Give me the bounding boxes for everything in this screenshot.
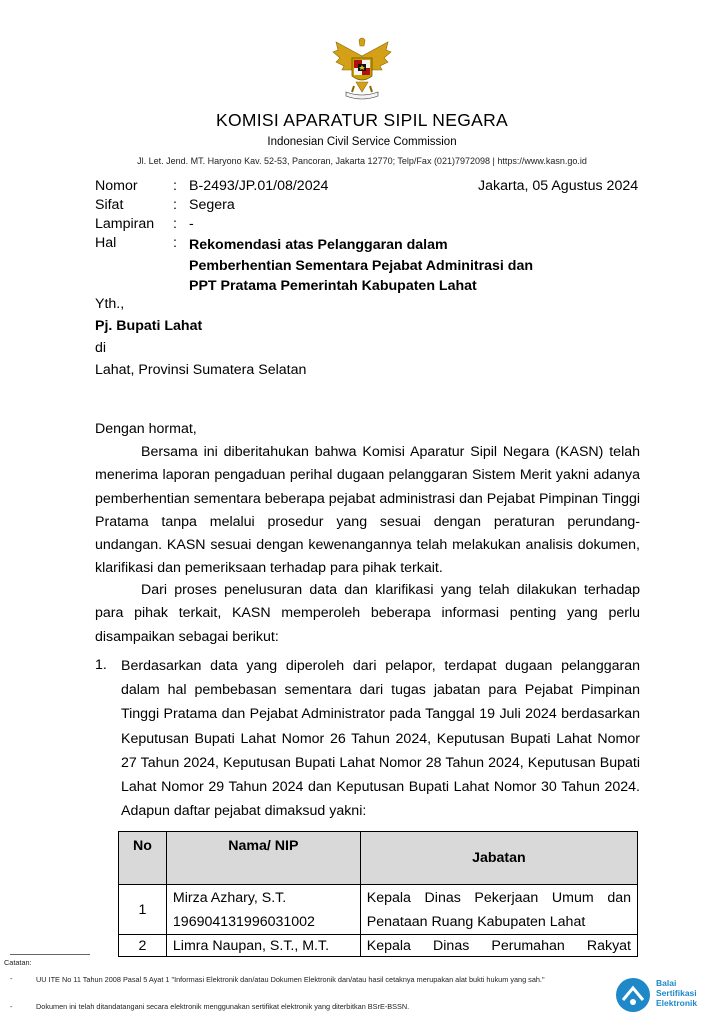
table-row <box>119 885 638 935</box>
recipient-yth: Yth., <box>95 296 125 312</box>
footer-note-1: UU ITE No 11 Tahun 2008 Pasal 5 Ayat 1 "Informasi Elektronik dan/atau Dokumen Elektronik dan/atau hasil cetaknya merupakan alat bukti hukum yang sah." <box>36 975 545 984</box>
cell-nama <box>166 885 360 935</box>
jabatan-line: Kepala Dinas Pekerjaan Umum dan <box>366 889 631 906</box>
sifat-row <box>0 197 724 217</box>
colon: : <box>173 216 177 232</box>
org-address: Jl. Let. Jend. MT. Haryono Kav. 52-53, Pancoran, Jakarta 12770; Telp/Fax (021)7972098 | https://www.kasn.go.id <box>137 156 587 166</box>
officials-table <box>118 831 638 957</box>
greeting: Dengan hormat, <box>95 421 197 437</box>
hal-subject <box>189 235 533 297</box>
recipient-name: Pj. Bupati Lahat <box>95 318 203 334</box>
bsre-logo <box>614 976 652 1014</box>
footer-divider <box>10 954 90 955</box>
header-jabatan: Jabatan <box>360 832 637 885</box>
nomor-row <box>0 178 724 198</box>
hal-row <box>0 235 724 299</box>
org-name-en: Indonesian Civil Service Commission <box>267 136 457 148</box>
footer-catatan: Catatan: <box>4 958 32 967</box>
table-header-row <box>119 832 638 885</box>
bsre-text <box>656 978 697 1008</box>
jabatan-line: Penataan Ruang Kabupaten Lahat <box>366 913 586 930</box>
bsre-line: Sertifikasi <box>656 988 697 998</box>
footer-note-2: Dokumen ini telah ditandatangani secara elektronik menggunakan sertifikat elektronik yang diterbitkan BSrE-BSSN. <box>36 1002 410 1011</box>
cell-jabatan <box>360 885 637 935</box>
recipient <box>95 293 306 381</box>
garuda-emblem <box>330 36 394 102</box>
footer-dash: - <box>10 1002 13 1011</box>
nomor-label: Nomor <box>95 178 138 194</box>
hal-label: Hal <box>95 235 117 251</box>
colon: : <box>173 178 177 194</box>
lampiran-label: Lampiran <box>95 216 155 232</box>
bsre-line: Elektronik <box>656 998 698 1008</box>
paragraph-2: Dari proses penelusuran data dan klarifikasi yang telah dilakukan terhadap para pihak terkait, KASN memperoleh beberapa informasi penting yang perlu disampaikan sebagai berikut: <box>95 582 640 645</box>
footer-dash: - <box>10 974 13 983</box>
hal-line: Rekomendasi atas Pelanggaran dalam <box>189 237 448 253</box>
nip: 196904131996031002 <box>172 913 315 930</box>
org-name: KOMISI APARATUR SIPIL NEGARA <box>215 110 509 130</box>
lampiran-value: - <box>189 216 194 232</box>
recipient-place: Lahat, Provinsi Sumatera Selatan <box>95 362 307 378</box>
item-1-text: Berdasarkan data yang diperoleh dari pelapor, terdapat dugaan pelanggaran dalam hal pembebasan sementara dari tugas jabatan para Pejabat Pimpinan Tinggi Pratama dan Pejabat Administrator pada Tanggal 19 Juli 2024 berdasarkan Keputusan Bupati Lahat Nomor 26 Tahun 2024, Keputusan Bupati Lahat Nomor 27 Tahun 2024, Keputusan Bupati Lahat Nomor 28 Tahun 2024, Keputusan Bupati Lahat Nomor 29 Tahun 2024 dan Keputusan Bupati Lahat Nomor 30 Tahun 2024. Adapun daftar pejabat dimaksud yakni: <box>121 658 640 820</box>
header-nama: Nama/ NIP <box>166 832 360 885</box>
header-no: No <box>119 832 167 885</box>
nama: Mirza Azhary, S.T. <box>172 889 287 906</box>
cell-no: 2 <box>119 935 167 957</box>
lampiran-row <box>0 216 724 236</box>
footer <box>0 950 724 1024</box>
letter-date: Jakarta, 05 Agustus 2024 <box>478 178 639 194</box>
paragraph-1: Bersama ini diberitahukan bahwa Komisi Aparatur Sipil Negara (KASN) telah menerima laporan pengaduan perihal dugaan pelanggaran Sistem Merit yakni adanya pemberhentian sementara beberapa pejabat administrasi dan Pejabat Pimpinan Tinggi Pratama tanpa melalui prosedur yang sesuai dengan peraturan perundang- undangan. KASN sesuai dengan kewenangannya telah melakukan analisis dokumen, klarifikasi dan pemeriksaan terhadap para pihak terkait. <box>95 444 640 577</box>
bsre-line: Balai <box>656 978 677 988</box>
recipient-di: di <box>95 340 107 356</box>
sifat-value: Segera <box>189 197 235 213</box>
hal-line: Pemberhentian Sementara Pejabat Adminitrasi dan <box>189 257 534 274</box>
colon: : <box>173 235 177 251</box>
nomor-value: B-2493/JP.01/08/2024 <box>189 178 329 194</box>
cell-jabatan: Kepala Dinas Perumahan Rakyat <box>360 935 637 957</box>
hal-line: PPT Pratama Pemerintah Kabupaten Lahat <box>189 278 477 294</box>
colon: : <box>173 197 177 213</box>
item-1-number: 1. <box>95 657 107 673</box>
sifat-label: Sifat <box>95 197 124 213</box>
cell-no: 1 <box>119 885 167 935</box>
cell-nama: Limra Naupan, S.T., M.T. <box>166 935 360 957</box>
